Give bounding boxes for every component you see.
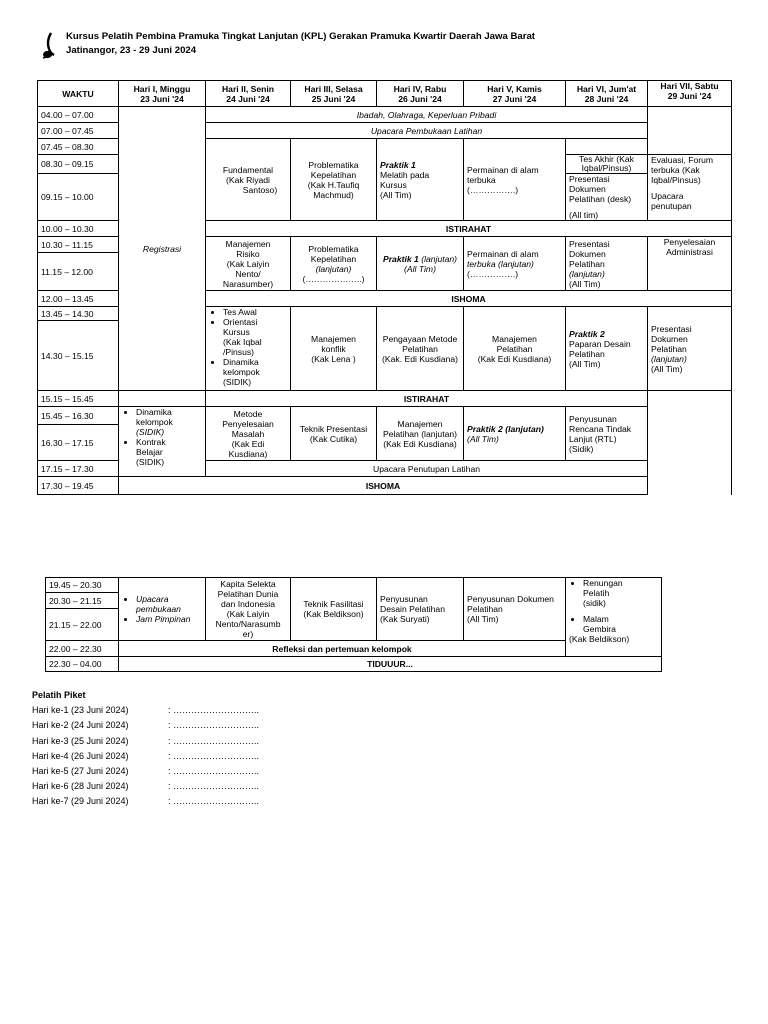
ibadah-cell: Ibadah, Olahraga, Keperluan Pribadi (206, 107, 648, 123)
time-cell: 17.30 – 19.45 (38, 477, 119, 495)
time-cell: 09.15 – 10.00 (38, 174, 119, 221)
col-day-2: Hari II, Senin 24 Juni '24 (206, 81, 291, 107)
fundamental-cell: Fundamental (Kak Riyadi Santoso) (206, 139, 291, 221)
header-text (66, 30, 626, 58)
piket-row: Hari ke-3 (25 Juni 2024) : ……………………….. (32, 735, 260, 746)
table-row (38, 391, 732, 407)
presentasi-desk-cell: Presentasi Dokumen Pelatihan (desk) (All tim) (566, 174, 648, 221)
day1-afternoon-cell: • Tes Awal • Orientasi Kursus (Kak Iqbal /Pinsus) • Dinamika kelompok (SIDIK) (206, 307, 291, 391)
time-cell: 07.45 – 08.30 (38, 139, 119, 155)
upacara-pembukaan-cell: Upacara Pembukaan Latihan (206, 123, 648, 139)
time-cell: 15.45 – 16.30 (38, 407, 119, 425)
evaluasi-cell: Evaluasi, Forum terbuka (Kak Iqbal/Pinsus) Upacara penutupan (648, 155, 732, 221)
penyusunan-desain-cell: Penyusunan Desain Pelatihan (Kak Suryati) (377, 578, 464, 641)
piket-title: Pelatih Piket (32, 690, 86, 700)
time-cell: 07.00 – 07.45 (38, 123, 119, 139)
piket-row: Hari ke-7 (29 Juni 2024) : ……………………….. (32, 796, 260, 807)
night-schedule-table (45, 577, 662, 672)
manajemen-konflik-cell: Manajemen konflik (Kak Lena ) (291, 307, 377, 391)
penyusunan-dokumen-cell: Penyusunan Dokumen Pelatihan (All Tim) (464, 578, 566, 641)
istirahat-cell: ISTIRAHAT (206, 391, 648, 407)
teknik-fasilitasi-cell: Teknik Fasilitasi (Kak Beldikson) (291, 578, 377, 641)
time-cell: 04.00 – 07.00 (38, 107, 119, 123)
praktik-1-lanjutan-cell: Praktik 1 (lanjutan) (All Tim) (377, 237, 464, 291)
istirahat-cell: ISTIRAHAT (206, 221, 732, 237)
empty-cell (119, 391, 206, 407)
tes-akhir-cell: Tes Akhir (Kak Iqbal/Pinsus) (566, 155, 648, 174)
time-cell: 22.00 – 22.30 (46, 641, 119, 657)
piket-row: Hari ke-1 (23 Juni 2024) : ……………………….. (32, 705, 260, 716)
time-cell: 21.15 – 22.00 (46, 609, 119, 641)
manajemen-pelatihan-cell: Manajemen Pelatihan (Kak Edi Kusdiana) (464, 307, 566, 391)
document-subtitle: Jatinangor, 23 - 29 Juni 2024 (66, 45, 197, 56)
col-day-7: Hari VII, Sabtu 29 Juni '24 (648, 81, 732, 107)
teknik-presentasi-cell: Teknik Presentasi (Kak Cutika) (291, 407, 377, 461)
piket-row: Hari ke-6 (28 Juni 2024) : ……………………….. (32, 781, 260, 792)
table-row (38, 477, 732, 495)
table-row (46, 657, 662, 672)
manajemen-risiko-cell: Manajemen Risiko (Kak Laiyin Nento/ Narasumber) (206, 237, 291, 291)
praktik-2-lanjutan-cell: Praktik 2 (lanjutan) (All Tim) (464, 407, 566, 461)
time-cell: 19.45 – 20.30 (46, 578, 119, 593)
permainan-lanjutan-cell: Permainan di alam terbuka (lanjutan) (…………….) (464, 237, 566, 291)
time-cell: 22.30 – 04.00 (46, 657, 119, 672)
ishoma-cell: ISHOMA (119, 477, 648, 495)
col-day-1: Hari I, Minggu 23 Juni '24 (119, 81, 206, 107)
time-cell: 20.30 – 21.15 (46, 593, 119, 609)
header-row (38, 81, 732, 107)
night-day1-cell: • Upacara pembukaan • Jam Pimpinan (119, 578, 206, 641)
penyelesaian-administrasi-cell: Penyelesaian Administrasi (648, 237, 732, 291)
metode-penyelesaian-cell: Metode Penyelesaian Masalah (Kak Edi Kusdiana) (206, 407, 291, 461)
table-row (38, 407, 732, 425)
empty-cell (648, 107, 732, 155)
presentasi-lanjutan-2-cell: Presentasi Dokumen Pelatihan (lanjutan) (All Tim) (648, 307, 732, 391)
time-cell: 15.15 – 15.45 (38, 391, 119, 407)
permainan-cell: Permainan di alam terbuka (…………….) (464, 139, 566, 221)
problematika-lanjutan-cell: Problematika Kepelatihan (lanjutan) (………………..) (291, 237, 377, 291)
time-cell: 11.15 – 12.00 (38, 253, 119, 291)
day1-evening-cell: • Dinamika kelompok (SIDIK) • Kontrak Belajar (SIDIK) (119, 407, 206, 477)
table-row (46, 578, 662, 593)
main-schedule-table (37, 80, 732, 495)
pelatih-piket-section (32, 688, 259, 810)
col-day-5: Hari V, Kamis 27 Juni '24 (464, 81, 566, 107)
document-title: Kursus Pelatih Pembina Pramuka Tingkat Lanjutan (KPL) Gerakan Pramuka Kwartir Daerah Jawa Barat (66, 31, 536, 42)
col-day-4: Hari IV, Rabu 26 Juni '24 (377, 81, 464, 107)
time-cell: 10.30 – 11.15 (38, 237, 119, 253)
rtl-cell: Penyusunan Rencana Tindak Lanjut (RTL) (Sidik) (566, 407, 648, 461)
upacara-penutupan-cell: Upacara Penutupan Latihan (206, 461, 648, 477)
time-cell: 13.45 – 14.30 (38, 307, 119, 321)
refleksi-cell: Refleksi dan pertemuan kelompok (119, 641, 566, 657)
kapita-selekta-cell: Kapita Selekta Pelatihan Dunia dan Indonesia (Kak Laiyin Nento/Narasumb er) (206, 578, 291, 641)
night-day6-cell: • Renungan Pelatih (sidik) • Malam Gembira (Kak Beldikson) (566, 578, 662, 657)
manajemen-pelatihan-lanjutan-cell: Manajemen Pelatihan (lanjutan) (Kak Edi Kusdiana) (377, 407, 464, 461)
pramuka-tunas-kelapa-logo-icon (40, 32, 60, 60)
time-cell: 08.30 – 09.15 (38, 155, 119, 174)
praktik-1-cell: Praktik 1 Melatih pada Kursus (All Tim) (377, 139, 464, 221)
praktik-2-cell: Praktik 2 Paparan Desain Pelatihan (All Tim) (566, 307, 648, 391)
col-waktu: WAKTU (38, 81, 119, 107)
registrasi-cell: Registrasi (119, 107, 206, 391)
table-row (38, 107, 732, 123)
piket-row: Hari ke-2 (24 Juni 2024) : ……………………….. (32, 720, 260, 731)
piket-row: Hari ke-5 (27 Juni 2024) : ……………………….. (32, 766, 260, 777)
time-cell: 12.00 – 13.45 (38, 291, 119, 307)
presentasi-lanjutan-cell: Presentasi Dokumen Pelatihan (lanjutan) (All Tim) (566, 237, 648, 291)
time-cell: 16.30 – 17.15 (38, 425, 119, 461)
pengayaan-metode-cell: Pengayaan Metode Pelatihan (Kak. Edi Kusdiana) (377, 307, 464, 391)
tiduuur-cell: TIDUUUR... (119, 657, 662, 672)
problematika-cell: Problematika Kepelatihan (Kak H.Taufiq Machmud) (291, 139, 377, 221)
ishoma-cell: ISHOMA (206, 291, 732, 307)
col-day-6: Hari VI, Jum'at 28 Juni '24 (566, 81, 648, 107)
time-cell: 17.15 – 17.30 (38, 461, 119, 477)
col-day-3: Hari III, Selasa 25 Juni '24 (291, 81, 377, 107)
piket-row: Hari ke-4 (26 Juni 2024) : ……………………….. (32, 750, 260, 761)
time-cell: 10.00 – 10.30 (38, 221, 119, 237)
time-cell: 14.30 – 15.15 (38, 321, 119, 391)
